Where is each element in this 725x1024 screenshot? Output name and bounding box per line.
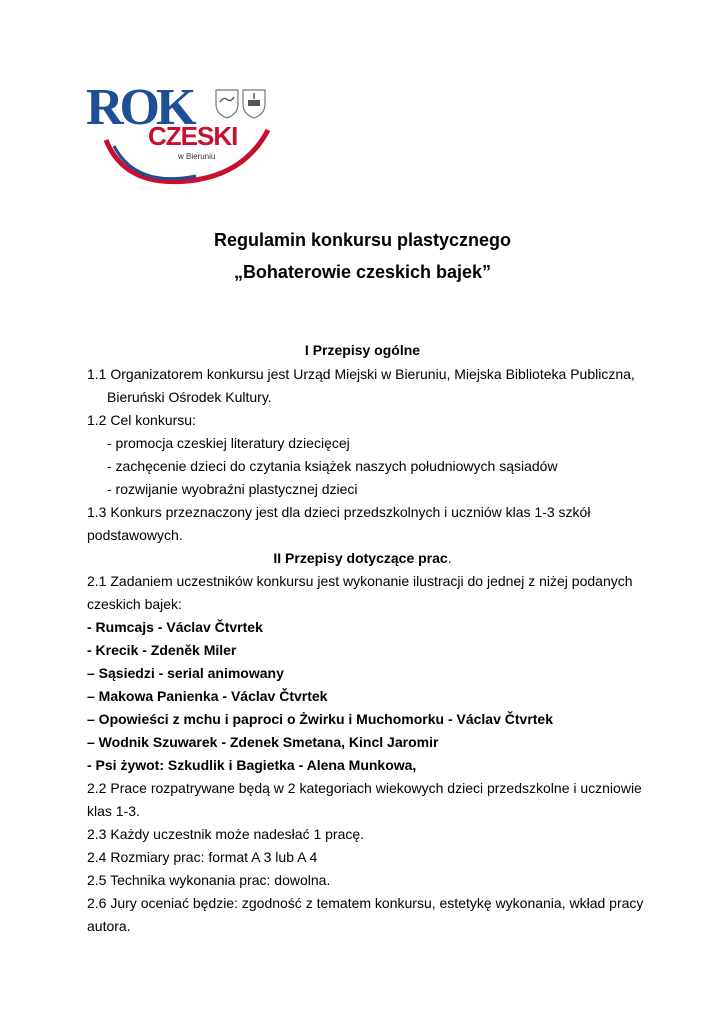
- goal-item: - promocja czeskiej literatury dziecięcej: [107, 435, 350, 451]
- logo-czeski-text: CZESKI: [148, 121, 238, 151]
- paragraph-1-2: 1.2 Cel konkursu:: [87, 412, 196, 428]
- paragraph-2-2-cont: klas 1-3.: [87, 803, 140, 819]
- paragraph-2-4: 2.4 Rozmiary prac: format A 3 lub A 4: [87, 849, 318, 865]
- paragraph-1-3-cont: podstawowych.: [87, 527, 183, 543]
- rok-czeski-logo: [86, 80, 281, 190]
- tale-item: – Wodnik Szuwarek - Zdenek Smetana, Kincl Jaromir: [87, 734, 439, 750]
- paragraph-1-1: 1.1 Organizatorem konkursu jest Urząd Miejski w Bieruniu, Miejska Biblioteka Publiczna,: [87, 366, 635, 382]
- paragraph-2-5: 2.5 Technika wykonania prac: dowolna.: [87, 872, 331, 888]
- tale-item: - Krecik - Zdeněk Miler: [87, 642, 237, 658]
- tale-item: - Rumcajs - Václav Čtvrtek: [87, 619, 263, 635]
- logo-rok-text: ROK: [86, 79, 193, 136]
- paragraph-1-3: 1.3 Konkurs przeznaczony jest dla dzieci przedszkolnych i uczniów klas 1-3 szkół: [87, 504, 591, 520]
- tale-item: – Makowa Panienka - Václav Čtvrtek: [87, 688, 328, 704]
- tale-item: – Opowieści z mchu i paproci o Żwirku i Muchomorku - Václav Čtvrtek: [87, 711, 553, 727]
- goal-item: - zachęcenie dzieci do czytania książek naszych południowych sąsiadów: [107, 458, 558, 474]
- section1-heading: I Przepisy ogólne: [304, 342, 421, 358]
- contest-name: „Bohaterowie czeskich bajek”: [233, 262, 492, 282]
- paragraph-2-3: 2.3 Każdy uczestnik może nadesłać 1 pracę.: [87, 826, 365, 842]
- crest-icon: [243, 90, 265, 118]
- goal-item: - rozwijanie wyobraźni plastycznej dzieci: [107, 481, 358, 497]
- section2-heading-wrap: [0, 550, 725, 566]
- tale-item: – Sąsiedzi - serial animowany: [87, 665, 284, 681]
- tale-item: - Psi żywot: Szkudlik i Bagietka - Alena Munkowa,: [87, 757, 417, 773]
- section2-heading-dot: .: [447, 550, 452, 566]
- crest-icon: [216, 90, 238, 118]
- paragraph-2-6: 2.6 Jury oceniać będzie: zgodność z tematem konkursu, estetykę wykonania, wkład pracy: [87, 895, 644, 911]
- paragraph-2-2: 2.2 Prace rozpatrywane będą w 2 kategoriach wiekowych dzieci przedszkolne i uczniowie: [87, 780, 642, 796]
- document-title: Regulamin konkursu plastycznego: [213, 230, 512, 250]
- paragraph-2-1-cont: czeskich bajek:: [87, 596, 182, 612]
- paragraph-2-1: 2.1 Zadaniem uczestników konkursu jest wykonanie ilustracji do jednej z niżej podanych: [87, 573, 633, 589]
- section2-heading: II Przepisy dotyczące prac: [273, 550, 448, 566]
- paragraph-2-6-cont: autora.: [87, 918, 131, 934]
- paragraph-1-1-cont: Bieruński Ośrodek Kultury.: [107, 389, 272, 405]
- logo-subtitle: w Bieruniu: [178, 152, 216, 161]
